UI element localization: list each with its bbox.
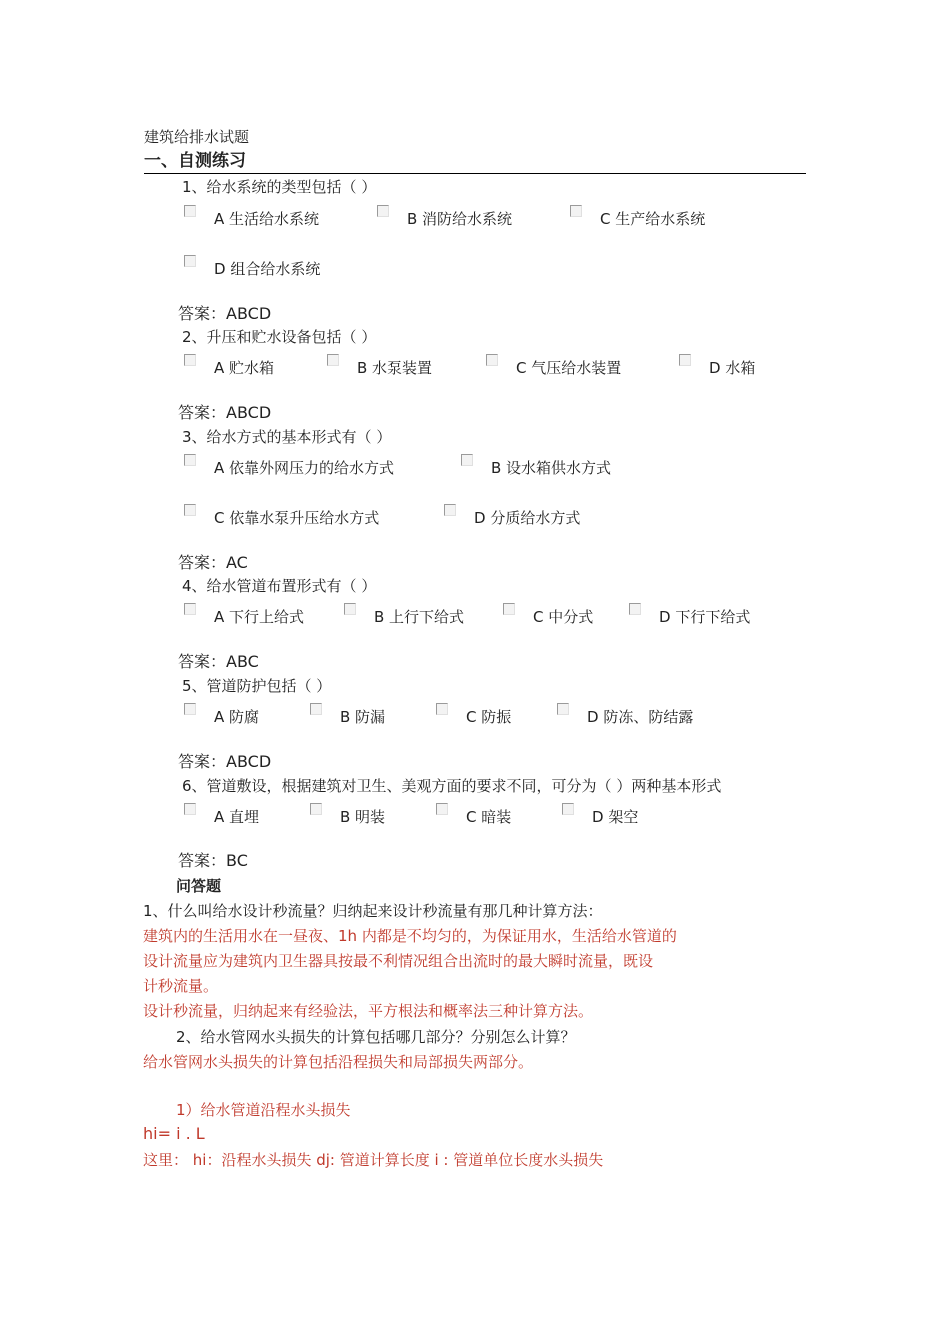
checkbox[interactable] — [486, 354, 498, 366]
checkbox[interactable] — [503, 603, 515, 615]
option-2c[interactable]: C 气压给水装置 — [486, 357, 621, 378]
checkbox[interactable] — [327, 354, 339, 366]
option-6d[interactable]: D 架空 — [562, 806, 638, 827]
checkbox[interactable] — [344, 603, 356, 615]
question-2: 2、升压和贮水设备包括（ ） — [182, 328, 377, 346]
section-heading: 一、自测练习 — [144, 149, 806, 174]
checkbox[interactable] — [184, 354, 196, 366]
checkbox[interactable] — [184, 255, 196, 267]
option-6a[interactable]: A 直埋 — [184, 806, 259, 827]
checkbox[interactable] — [557, 703, 569, 715]
qa-answer-1-line-1: 建筑内的生活用水在一昼夜、1h 内都是不均匀的，为保证用水，生活给水管道的 — [143, 927, 677, 945]
option-1c[interactable]: C 生产给水系统 — [570, 208, 705, 229]
option-3a[interactable]: A 依靠外网压力的给水方式 — [184, 457, 394, 478]
option-5a[interactable]: A 防腐 — [184, 706, 259, 727]
checkbox[interactable] — [679, 354, 691, 366]
option-4d[interactable]: D 下行下给式 — [629, 606, 750, 627]
formula: hi= i . L — [143, 1124, 205, 1143]
checkbox[interactable] — [461, 454, 473, 466]
checkbox[interactable] — [184, 205, 196, 217]
option-1a[interactable]: A 生活给水系统 — [184, 208, 319, 229]
qa-question-1: 1、什么叫给水设计秒流量？归纳起来设计秒流量有那几种计算方法： — [143, 902, 603, 920]
document-title: 建筑给排水试题 — [144, 128, 250, 146]
qa-subheading-1: 1）给水管道沿程水头损失 — [176, 1101, 351, 1119]
checkbox[interactable] — [184, 454, 196, 466]
answer-5: 答案：ABCD — [178, 752, 272, 771]
option-5b[interactable]: B 防漏 — [310, 706, 385, 727]
question-6: 6、管道敷设，根据建筑对卫生、美观方面的要求不同，可分为（ ）两种基本形式 — [182, 777, 722, 795]
qa-answer-1-line-4: 设计秒流量，归纳起来有经验法，平方根法和概率法三种计算方法。 — [143, 1002, 594, 1020]
checkbox[interactable] — [436, 803, 448, 815]
option-5c[interactable]: C 防振 — [436, 706, 511, 727]
qa-answer-1-line-3: 计秒流量。 — [143, 977, 219, 995]
question-4: 4、给水管道布置形式有（ ） — [182, 577, 377, 595]
option-1b[interactable]: B 消防给水系统 — [377, 208, 512, 229]
answer-2: 答案：ABCD — [178, 403, 272, 422]
checkbox[interactable] — [184, 504, 196, 516]
question-5: 5、管道防护包括（ ） — [182, 677, 332, 695]
answer-3: 答案：AC — [178, 553, 248, 572]
option-3d[interactable]: D 分质给水方式 — [444, 507, 580, 528]
qa-heading: 问答题 — [176, 877, 222, 895]
option-4a[interactable]: A 下行上给式 — [184, 606, 304, 627]
option-6c[interactable]: C 暗装 — [436, 806, 511, 827]
option-2b[interactable]: B 水泵装置 — [327, 357, 432, 378]
option-3c[interactable]: C 依靠水泵升压给水方式 — [184, 507, 379, 528]
checkbox[interactable] — [310, 803, 322, 815]
option-4b[interactable]: B 上行下给式 — [344, 606, 464, 627]
question-1: 1、给水系统的类型包括（ ） — [182, 178, 377, 196]
answer-1: 答案：ABCD — [178, 304, 272, 323]
question-3: 3、给水方式的基本形式有（ ） — [182, 428, 392, 446]
option-2d[interactable]: D 水箱 — [679, 357, 755, 378]
option-2a[interactable]: A 贮水箱 — [184, 357, 274, 378]
answer-4: 答案：ABC — [178, 652, 259, 671]
qa-answer-1-line-2: 设计流量应为建筑内卫生器具按最不利情况组合出流时的最大瞬时流量，既设 — [143, 952, 654, 970]
qa-answer-2: 给水管网水头损失的计算包括沿程损失和局部损失两部分。 — [143, 1053, 534, 1071]
checkbox[interactable] — [310, 703, 322, 715]
checkbox[interactable] — [436, 703, 448, 715]
option-3b[interactable]: B 设水箱供水方式 — [461, 457, 611, 478]
option-5d[interactable]: D 防冻、防结露 — [557, 706, 693, 727]
qa-question-2: 2、给水管网水头损失的计算包括哪几部分？分别怎么计算？ — [176, 1028, 576, 1046]
checkbox[interactable] — [629, 603, 641, 615]
option-6b[interactable]: B 明装 — [310, 806, 385, 827]
answer-6: 答案：BC — [178, 851, 248, 870]
option-4c[interactable]: C 中分式 — [503, 606, 593, 627]
checkbox[interactable] — [444, 504, 456, 516]
checkbox[interactable] — [184, 803, 196, 815]
checkbox[interactable] — [377, 205, 389, 217]
checkbox[interactable] — [184, 603, 196, 615]
checkbox[interactable] — [562, 803, 574, 815]
option-1d[interactable]: D 组合给水系统 — [184, 258, 320, 279]
formula-legend: 这里： hi：沿程水头损失 dj: 管道计算长度 i : 管道单位长度水头损失 — [143, 1151, 604, 1169]
checkbox[interactable] — [570, 205, 582, 217]
checkbox[interactable] — [184, 703, 196, 715]
